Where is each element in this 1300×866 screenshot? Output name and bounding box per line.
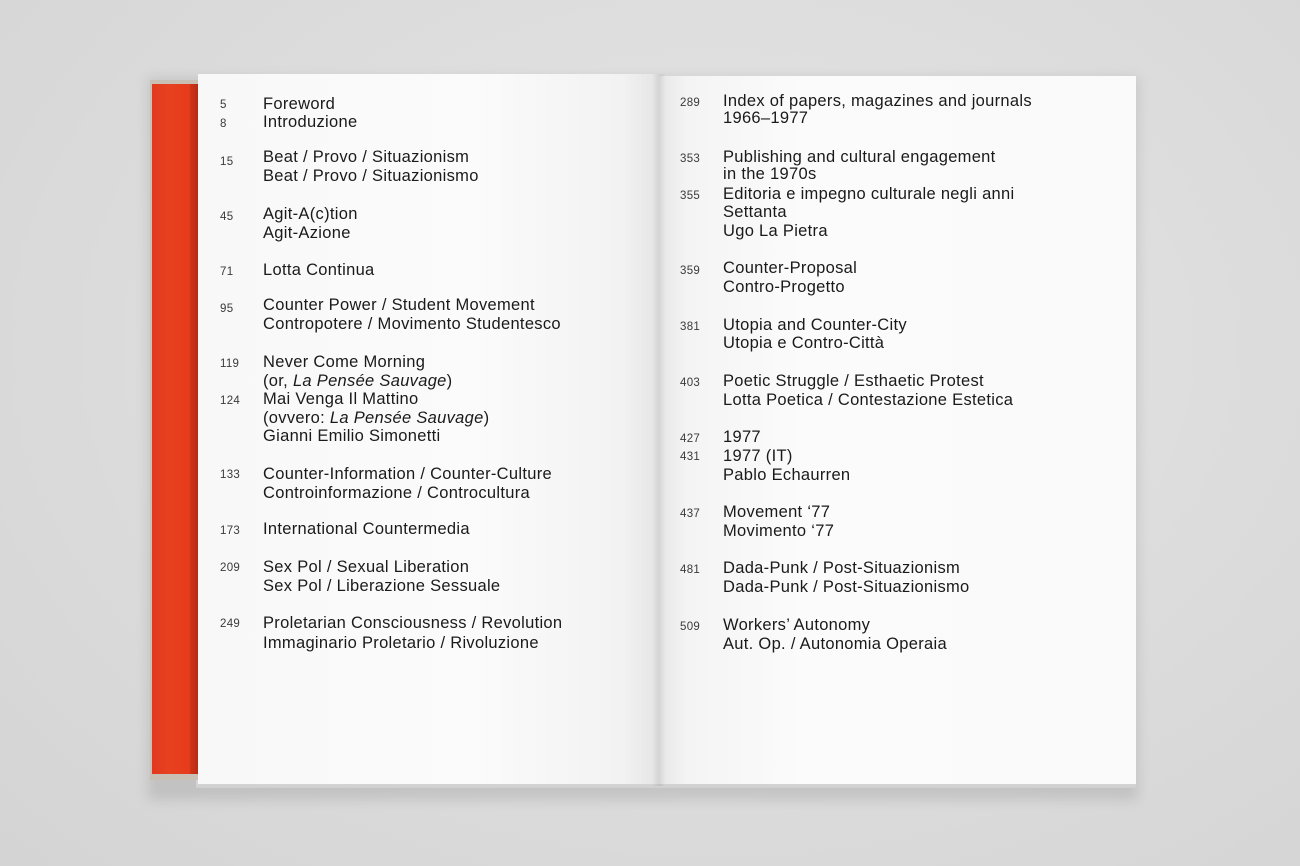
toc-title: Never Come Morning	[263, 353, 426, 371]
toc-title: International Countermedia	[263, 520, 470, 538]
toc-title: Beat / Provo / Situazionism	[263, 148, 470, 166]
toc-page-number: 209	[220, 562, 241, 574]
red-endpaper-edge	[190, 84, 198, 774]
toc-subtitle: Immaginario Proletario / Rivoluzione	[263, 634, 539, 652]
toc-title: Proletarian Consciousness / Revolution	[263, 614, 563, 632]
toc-subtitle: Contropotere / Movimento Studentesco	[263, 315, 561, 333]
book-gutter	[652, 74, 666, 786]
toc-title: Index of papers, magazines and journals	[723, 92, 1032, 110]
toc-title: Movement ‘77	[723, 503, 831, 521]
toc-subtitle: Movimento ‘77	[723, 522, 835, 540]
toc-title: Introduzione	[263, 113, 358, 131]
toc-page-number: 481	[680, 564, 701, 576]
toc-page-number: 124	[220, 395, 241, 407]
toc-title: Utopia and Counter-City	[723, 316, 907, 334]
toc-title: Sex Pol / Sexual Liberation	[263, 558, 470, 576]
toc-author: Pablo Echaurren	[723, 466, 851, 484]
toc-page-number: 8	[220, 118, 227, 130]
toc-page-number: 71	[220, 266, 234, 278]
toc-title: Workers’ Autonomy	[723, 616, 871, 634]
toc-page-number: 119	[220, 358, 240, 370]
toc-page-number: 289	[680, 97, 701, 109]
toc-title: Poetic Struggle / Esthaetic Protest	[723, 372, 984, 390]
toc-page-number: 431	[680, 451, 701, 463]
toc-subtitle: Utopia e Contro-Città	[723, 334, 885, 352]
toc-page-number: 45	[220, 211, 234, 223]
toc-subtitle: Settanta	[723, 203, 787, 221]
toc-page-number: 437	[680, 508, 701, 520]
toc-title: 1977	[723, 428, 761, 446]
toc-title: Mai Venga Il Mattino	[263, 390, 419, 408]
toc-page-number: 249	[220, 618, 241, 630]
toc-page-number: 5	[220, 99, 227, 111]
toc-title: Counter-Proposal	[723, 259, 858, 277]
toc-subtitle: Lotta Poetica / Contestazione Estetica	[723, 391, 1014, 409]
toc-subtitle: Aut. Op. / Autonomia Operaia	[723, 635, 947, 653]
toc-page-number: 15	[220, 156, 234, 168]
toc-subtitle: 1966–1977	[723, 109, 809, 127]
toc-subtitle: (or, La Pensée Sauvage)	[263, 372, 453, 390]
toc-title: Counter Power / Student Movement	[263, 296, 535, 314]
toc-title: Dada-Punk / Post-Situazionism	[723, 559, 961, 577]
toc-subtitle: Contro-Progetto	[723, 278, 845, 296]
toc-page-number: 381	[680, 321, 701, 333]
toc-author: Gianni Emilio Simonetti	[263, 427, 441, 445]
toc-page-number: 509	[680, 621, 701, 633]
toc-subtitle: Beat / Provo / Situazionismo	[263, 167, 479, 185]
toc-title: Lotta Continua	[263, 261, 375, 279]
toc-title: Agit-A(c)tion	[263, 205, 358, 223]
toc-subtitle: Sex Pol / Liberazione Sessuale	[263, 577, 501, 595]
toc-page-number: 355	[680, 190, 701, 202]
toc-subtitle: in the 1970s	[723, 165, 817, 183]
toc-page-number: 359	[680, 265, 701, 277]
toc-title: 1977 (IT)	[723, 447, 793, 465]
toc-page-number: 403	[680, 377, 701, 389]
toc-title: Editoria e impegno culturale negli anni	[723, 185, 1015, 203]
toc-subtitle: Agit-Azione	[263, 224, 351, 242]
toc-subtitle: Controinformazione / Controcultura	[263, 484, 530, 502]
toc-subtitle: (ovvero: La Pensée Sauvage)	[263, 409, 490, 427]
toc-title: Foreword	[263, 95, 336, 113]
toc-author: Ugo La Pietra	[723, 222, 828, 240]
toc-title: Counter-Information / Counter-Culture	[263, 465, 552, 483]
toc-page-number: 133	[220, 469, 241, 481]
toc-page-number: 427	[680, 433, 701, 445]
toc-title: Publishing and cultural engagement	[723, 148, 996, 166]
toc-subtitle: Dada-Punk / Post-Situazionismo	[723, 578, 970, 596]
toc-page-number: 95	[220, 303, 234, 315]
toc-page-number: 353	[680, 153, 701, 165]
toc-page-number: 173	[220, 525, 241, 537]
